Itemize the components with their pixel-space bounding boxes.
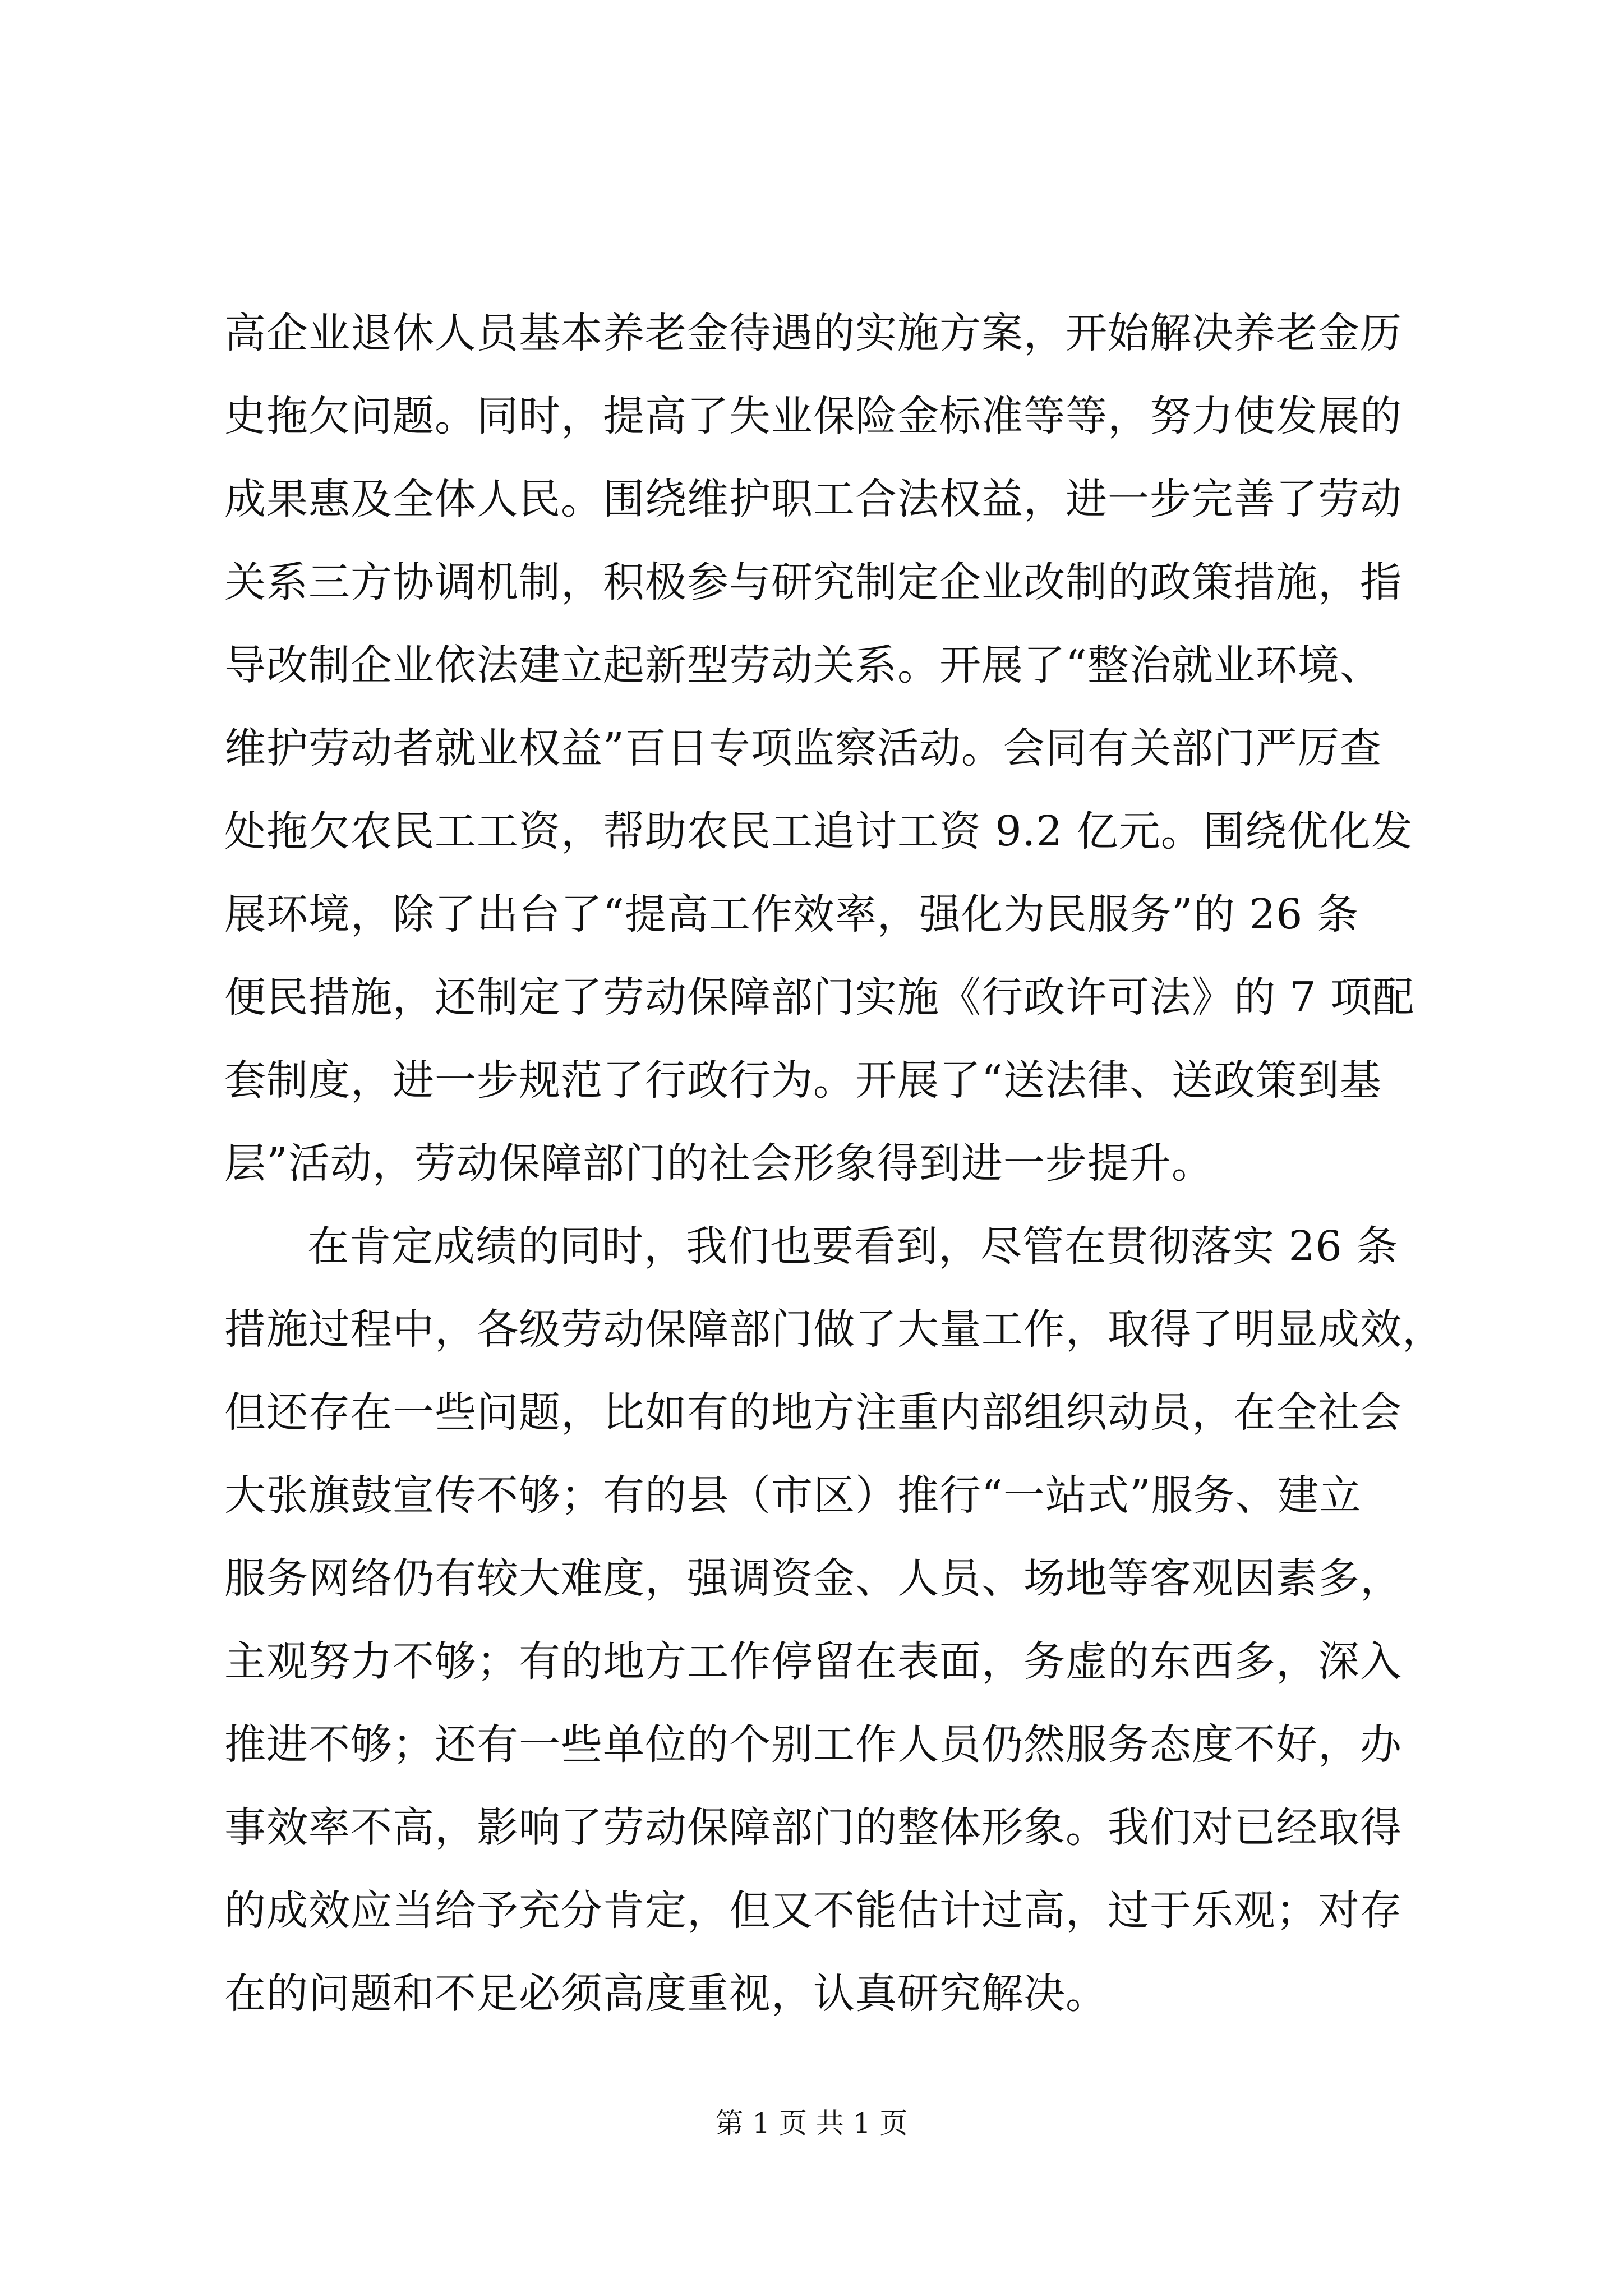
text-line: 导改制企业依法建立起新型劳动关系。开展了“整治就业环境、 — [224, 641, 1382, 689]
text-line: 处拖欠农民工工资，帮助农民工追讨工资 9.2 亿元。围绕优化发 — [224, 807, 1413, 855]
text-line: 展环境，除了出台了“提高工作效率，强化为民服务”的 26 条 — [224, 890, 1359, 938]
text-line: 大张旗鼓宣传不够；有的县（市区）推行“一站式”服务、建立 — [224, 1471, 1362, 1520]
text-line: 史拖欠问题。同时，提高了失业保险金标准等等，努力使发展的 — [224, 392, 1402, 440]
text-line: 在的问题和不足必须高度重视，认真研究解决。 — [224, 1970, 1108, 2018]
text-line: 但还存在一些问题，比如有的地方注重内部组织动员，在全社会 — [224, 1388, 1402, 1437]
text-line: 关系三方协调机制，积极参与研究制定企业改制的政策措施，指 — [224, 558, 1402, 606]
text-line: 的成效应当给予充分肯定，但又不能估计过高，过于乐观；对存 — [224, 1887, 1402, 1935]
text-line: 措施过程中，各级劳动保障部门做了大量工作，取得了明显成效， — [224, 1305, 1444, 1354]
text-line: 在肯定成绩的同时，我们也要看到，尽管在贯彻落实 26 条 — [307, 1222, 1399, 1271]
body-text — [224, 292, 1444, 2035]
text-line: 主观努力不够；有的地方工作停留在表面，务虚的东西多，深入 — [224, 1637, 1402, 1686]
text-line: 成果惠及全体人民。围绕维护职工合法权益，进一步完善了劳动 — [224, 475, 1402, 523]
text-line: 套制度，进一步规范了行政行为。开展了“送法律、送政策到基 — [224, 1056, 1382, 1105]
paragraph-2 — [224, 1205, 1444, 2035]
paragraph-1 — [224, 292, 1415, 1205]
text-line: 事效率不高，影响了劳动保障部门的整体形象。我们对已经取得 — [224, 1803, 1402, 1852]
text-line: 服务网络仍有较大难度，强调资金、人员、场地等客观因素多， — [224, 1554, 1402, 1603]
text-line: 推进不够；还有一些单位的个别工作人员仍然服务态度不好，办 — [224, 1720, 1402, 1769]
text-line: 层”活动，劳动保障部门的社会形象得到进一步提升。 — [224, 1139, 1214, 1188]
text-line: 维护劳动者就业权益”百日专项监察活动。会同有关部门严厉查 — [224, 724, 1382, 772]
text-line: 高企业退休人员基本养老金待遇的实施方案，开始解决养老金历 — [224, 309, 1402, 357]
page-footer — [0, 2106, 1623, 2140]
page-number-label: 第 1 页 共 1 页 — [715, 2107, 908, 2139]
text-line: 便民措施，还制定了劳动保障部门实施《行政许可法》的 7 项配 — [224, 973, 1415, 1022]
